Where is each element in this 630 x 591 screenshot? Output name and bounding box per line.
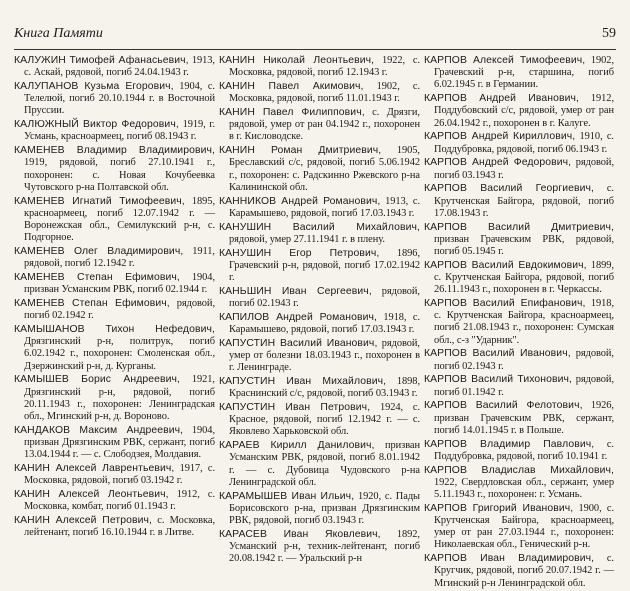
entry-name: КАРПОВ Владимир Павлович,: [424, 438, 595, 450]
entry-name: КАРПОВ Василий Тихонович,: [424, 374, 573, 386]
entry-name: КАРПОВ Василий Георгиевич,: [424, 183, 595, 195]
entry-name: КАННИКОВ Андрей Романович,: [219, 195, 381, 207]
entry-details: 1922, с. Московка, рядовой, погиб 12.1943 г.: [229, 55, 420, 79]
entry-details: призван Грачевским РВК, рядовой, погиб 05.1945 г.: [434, 233, 614, 258]
memorial-entry: [219, 107, 420, 144]
header-rule: [14, 49, 616, 50]
memorial-entry: [14, 272, 215, 296]
memorial-entry: [424, 55, 614, 92]
entry-name: КАМЕНЕВ Олег Владимирович,: [14, 246, 184, 258]
entry-details: 1898, Краснинский с/с, рядовой, погиб 03.1943 г.: [229, 376, 420, 400]
entry-details: Дрязгинский р-н, политрук, погиб 6.02.1942 г., похоронен: Смоленская обл., Дзержинский р-н, д. Курганы.: [24, 336, 215, 372]
entry-name: КАНИН Павел Акимович,: [219, 81, 364, 92]
memorial-entry: [424, 157, 614, 181]
entry-name: КАМЕНЕВ Степан Ефимович,: [14, 298, 170, 310]
entry-details: 1904, призван Усманским РВК, погиб 02.1944 г.: [24, 272, 215, 296]
entry-details: 1904, призван Дрязгинским РВК, сержант, погиб 13.04.1944 г. — с. Слободзея, Молдавия.: [24, 424, 215, 461]
memorial-entry: [14, 246, 215, 270]
entry-name: КАНУШИН Егор Петрович,: [219, 247, 380, 259]
entry-details: 1924, с. Красное, рядовой, погиб 12.1942 г. — с. Яковлево Харьковской обл.: [229, 402, 420, 438]
memorial-entry: [424, 400, 614, 437]
entry-name: КАНИН Алексей Петрович,: [14, 515, 153, 527]
entry-name: КАЛУПАНОВ Кузьма Егорович,: [14, 81, 174, 92]
entry-name: КАМЕНЕВ Игнатий Тимофеевич,: [14, 195, 185, 207]
entry-name: КАРПОВ Иван Владимирович,: [424, 553, 595, 565]
memorial-entry: [14, 463, 215, 487]
entry-name: КАПИЛОВ Андрей Романович,: [219, 311, 377, 323]
entry-details: рядовой, умер 27.11.1941 г. в плену.: [229, 233, 385, 245]
entry-details: рядовой, погиб 02.1943 г.: [229, 285, 420, 310]
memorial-entry: [424, 465, 614, 502]
memorial-entry: [424, 348, 614, 372]
entry-details: 1922, Свердловская обл., сержант, умер 5.11.1943 г., похоронен: г. Усмань.: [434, 476, 614, 501]
entry-name: КАРПОВ Григорий Иванович,: [424, 502, 574, 514]
entry-details: 1918, с. Крутченская Байгора, красноармеец, погиб 21.08.1943 г., похоронен: Сумская обл., с-з "Ударник".: [434, 298, 614, 346]
entry-name: КАНУШИН Василий Михайлович,: [219, 221, 420, 233]
entry-details: 1900, с. Крутченская Байгора, красноармеец, умер от ран 27.03.1944 г., похоронен: Николаевская обл., Генический р-н.: [434, 502, 614, 551]
column-3: [424, 55, 618, 591]
entry-details: с. Кругчик, рядовой, погиб 20.07.1942 г. — Мгинский р-н Ленинградской обл.: [434, 553, 614, 589]
memorial-entry: [219, 222, 420, 246]
page-number: 59: [602, 26, 616, 41]
entry-details: рядовой, умер от болезни 18.03.1943 г., похоронен в г. Ленинграде.: [229, 337, 420, 374]
entry-name: КАРПОВ Алексей Тимофеевич,: [424, 55, 586, 66]
memorial-entry: [14, 374, 215, 423]
memorial-entry: [219, 81, 420, 105]
memorial-entry: [14, 196, 215, 245]
entry-name: КАРПОВ Андрей Федорович,: [424, 157, 572, 169]
memorial-entry: [424, 131, 614, 155]
entry-details: 1917, с. Московка, рядовой, погиб 03.1942 г.: [24, 463, 215, 487]
entry-name: КАМЫШАНОВ Тихон Нефедович,: [14, 324, 215, 336]
entry-details: 1902, Грачевский р-н, старшина, погиб 6.02.1945 г. в Германии.: [434, 55, 614, 91]
entries-columns: [14, 55, 618, 589]
memorial-entry: [219, 440, 420, 489]
entry-details: 1921, Дрязгинский р-н, рядовой, погиб 20.11.1943 г., похоронен: Ленинградская обл., Мгинский р-н, д. Вороново.: [24, 374, 215, 423]
memorial-entry: [219, 196, 420, 220]
entry-details: с. Крутченская Байгора, рядовой, погиб 17.08.1943 г.: [434, 183, 614, 219]
memorial-entry: [219, 376, 420, 400]
memorial-entry: [424, 439, 614, 463]
entry-details: 1920, с. Пады Борисовского р-на, призван Дрязгинским РВК, рядовой, погиб 03.1943 г.: [229, 490, 420, 527]
memorial-entry: [424, 93, 614, 130]
memorial-entry: [424, 222, 614, 259]
entry-name: КАНЬШИН Иван Сергеевич,: [219, 285, 372, 297]
entry-name: КАНИН Алексей Леонтьевич,: [14, 489, 169, 501]
memorial-entry: [14, 425, 215, 462]
entry-name: КАРАЕВ Кирилл Данилович,: [219, 440, 375, 452]
memorial-entry: [219, 286, 420, 310]
memorial-entry: [14, 489, 215, 513]
memorial-entry: [219, 402, 420, 439]
entry-details: 1896, Грачевский р-н, рядовой, погиб 17.02.1942 г.: [229, 247, 420, 284]
entry-name: КАЛЮЖНЫЙ Виктор Федорович,: [14, 119, 179, 131]
entry-name: КАПУСТИН Василий Иванович,: [219, 337, 378, 349]
entry-name: КАНИН Алексей Лаврентьевич,: [14, 463, 175, 475]
memorial-entry: [14, 119, 215, 143]
entry-name: КАРПОВ Василий Евдокимович,: [424, 259, 587, 271]
memorial-entry: [14, 81, 215, 118]
memorial-entry: [219, 55, 420, 79]
entry-details: 1913, с. Карамышево, рядовой, погиб 17.03.1943 г.: [229, 195, 420, 219]
memorial-entry: [14, 55, 215, 79]
entry-name: КАМЕНЕВ Владимир Владимирович,: [14, 145, 215, 157]
entry-details: рядовой, погиб 02.1942 г.: [24, 298, 215, 322]
entry-name: КАМЫШЕВ Борис Андреевич,: [14, 374, 181, 386]
memorial-entry: [14, 145, 215, 194]
entry-details: с. Дрязги, рядовой, умер от ран 04.1942 г., похоронен в г. Кисловодске.: [229, 107, 420, 143]
entry-name: КАЛУЖИН Тимофей Афанасьевич,: [14, 55, 189, 66]
entry-details: 1912, Поддубовский с/с, рядовой, умер от ран 26.04.1942 г., похоронен в г. Калуге.: [434, 93, 614, 129]
entry-details: 1902, с. Московка, рядовой, погиб 11.01.1943 г.: [229, 81, 420, 105]
entry-name: КАМЕНЕВ Степан Ефимович,: [14, 272, 180, 284]
entry-details: рядовой, погиб 02.1943 г.: [434, 348, 614, 372]
memorial-entry: [424, 183, 614, 220]
memorial-entry: [219, 338, 420, 375]
entry-details: рядовой, погиб 01.1942 г.: [434, 374, 614, 398]
entry-name: КАНИН Павел Филиппович,: [219, 107, 365, 118]
entry-details: 1904, с. Телелюй, погиб 20.10.1944 г. в Восточной Пруссии.: [24, 81, 215, 117]
entry-details: 1918, с. Карамышево, рядовой, погиб 17.03.1943 г.: [229, 311, 420, 336]
entry-name: КАПУСТИН Иван Михайлович,: [219, 376, 387, 388]
entry-details: 1919, г. Усмань, красноармеец, погиб 08.1943 г.: [24, 119, 215, 143]
book-title: Книга Памяти: [14, 26, 103, 41]
memorial-entry: [424, 553, 614, 590]
memorial-entry: [219, 248, 420, 285]
memorial-entry: [14, 515, 215, 539]
entry-details: рядовой, погиб 03.1943 г.: [434, 157, 614, 181]
column-2: [219, 55, 424, 591]
entry-name: КАНДАКОВ Максим Андреевич,: [14, 424, 184, 436]
entry-details: 1911, рядовой, погиб 12.1942 г.: [24, 246, 215, 270]
memorial-entry: [424, 503, 614, 552]
entry-details: 1892, Усманский р-н, техник-лейтенант, погиб 20.08.1942 г. — Уральский р-н: [229, 528, 420, 565]
entry-name: КАРПОВ Василий Епифанович,: [424, 298, 586, 310]
entry-name: КАРПОВ Владислав Михайлович,: [424, 464, 614, 476]
memorial-entry: [424, 260, 614, 297]
memorial-entry: [219, 529, 420, 566]
entry-details: с. Московка, лейтенант, погиб 16.10.1944 г. в Литве.: [24, 515, 215, 539]
entry-details: 1895, красноармеец, погиб 12.07.1942 г. — Воронежская обл., Семилукский р-н, с. Подгорное.: [24, 195, 215, 244]
memorial-entry: [219, 145, 420, 194]
entry-name: КАРАМЫШЕВ Иван Ильич,: [219, 490, 355, 502]
entry-details: 1926, призван Грачевским РВК, сержант, погиб 14.01.1945 г. в Польше.: [434, 400, 614, 436]
entry-name: КАНИН Николай Леонтьевич,: [219, 55, 375, 66]
memorial-entry: [424, 374, 614, 398]
entry-details: призван Усманским РВК, рядовой, погиб 8.01.1942 г. — с. Дубовица Чудовского р-на Ленинградской обл.: [229, 440, 420, 488]
entry-details: 1913, с. Аскай, рядовой, погиб 24.04.1943 г.: [24, 55, 215, 79]
entry-details: 1919, рядовой, погиб 27.10.1941 г., похоронен: с. Новая Кочубеевка Чутовского р-на Полтавской обл.: [24, 157, 215, 193]
memorial-entry: [14, 298, 215, 322]
entry-details: 1910, с. Поддубровка, рядовой, погиб 06.1943 г.: [434, 131, 614, 155]
memorial-entry: [219, 491, 420, 528]
entry-name: КАРПОВ Василий Дмитриевич,: [424, 221, 614, 233]
entry-name: КАНИН Роман Дмитриевич,: [219, 145, 382, 157]
entry-details: с. Поддубровка, рядовой, погиб 10.1941 г.: [434, 438, 614, 462]
page-header: [0, 18, 630, 50]
entry-name: КАРПОВ Андрей Иванович,: [424, 93, 579, 105]
entry-name: КАРПОВ Василий Иванович,: [424, 348, 571, 360]
entry-name: КАРПОВ Андрей Кириллович,: [424, 131, 576, 143]
memorial-entry: [219, 312, 420, 336]
entry-name: КАРПОВ Василий Фелотович,: [424, 400, 583, 412]
entry-details: 1899, с. Крутченская Байгора, рядовой, погиб 26.11.1943 г., похоронен в г. Черкассы.: [434, 259, 614, 296]
entry-name: КАПУСТИН Иван Петрович,: [219, 402, 371, 414]
memorial-entry: [424, 298, 614, 347]
entry-details: 1912, с. Московка, комбат, погиб 01.1943 г.: [24, 489, 215, 513]
entry-name: КАРАСЕВ Иван Яковлевич,: [219, 528, 381, 540]
memorial-entry: [14, 324, 215, 373]
column-1: [14, 55, 219, 591]
entry-details: 1905, Бреславский с/с, рядовой, погиб 5.06.1942 г., похоронен: с. Радскинно Ржевского р-на Калининской обл.: [229, 145, 420, 193]
